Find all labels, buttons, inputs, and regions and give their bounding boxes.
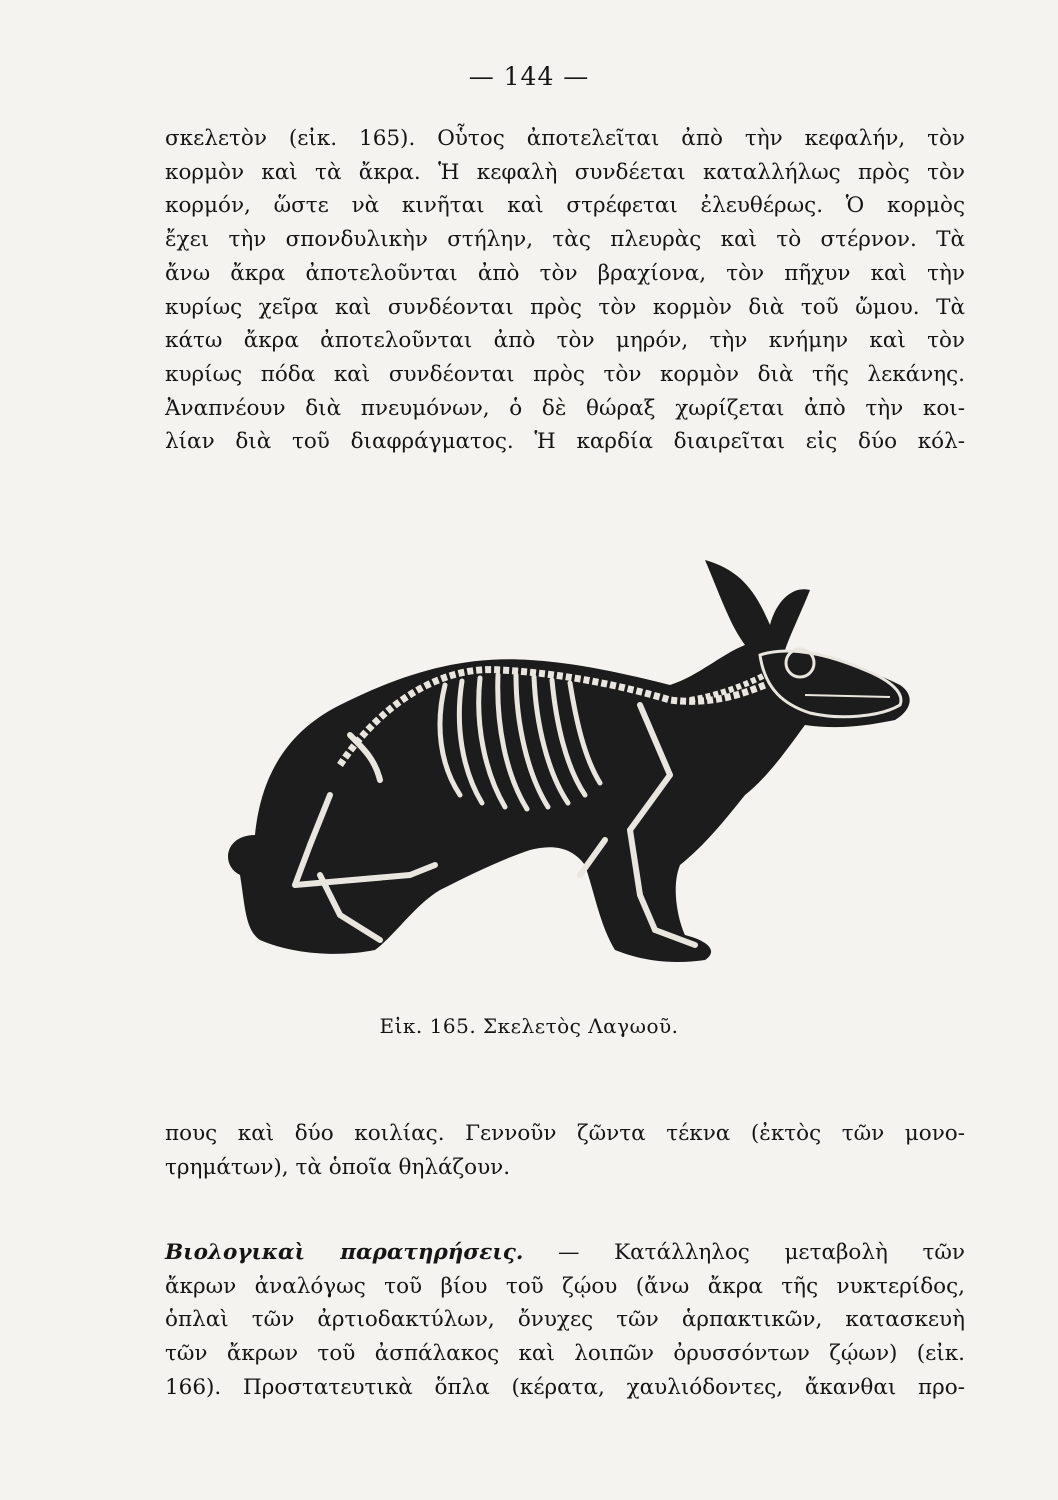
section-heading: Βιολογικαὶ παρατηρήσεις. bbox=[165, 1240, 524, 1265]
text-line: 166). Προστατευτικὰ ὅπλα (κέρατα, χαυλιόδοντες, ἄκανθαι προ- bbox=[165, 1374, 965, 1400]
hare-skeleton-figure bbox=[200, 545, 930, 1000]
text-line: κυρίως χεῖρα καὶ συνδέονται πρὸς τὸν κορμὸν διὰ τοῦ ὤμου. Τὰ bbox=[165, 294, 965, 320]
text-span: — Κατάλληλος μεταβολὴ τῶν bbox=[557, 1240, 965, 1265]
text-line: τῶν ἄκρων τοῦ ἀσπάλακος καὶ λοιπῶν ὀρυσσόντων ζῴων) (εἰκ. bbox=[165, 1341, 965, 1367]
hare-skeleton-illustration bbox=[200, 545, 930, 1000]
text-line: τρημάτων), τὰ ὁποῖα θηλάζουν. bbox=[165, 1154, 511, 1180]
text-line: λίαν διὰ τοῦ διαφράγματος. Ἡ καρδία διαιρεῖται εἰς δύο κόλ- bbox=[165, 429, 965, 455]
text-line: ὁπλαὶ τῶν ἀρτιοδακτύλων, ὄνυχες τῶν ἁρπακτικῶν, κατασκευὴ bbox=[165, 1307, 965, 1333]
body-paragraph-2 bbox=[165, 1117, 965, 1184]
body-paragraph-1 bbox=[165, 122, 965, 459]
text-line: κάτω ἄκρα ἀποτελοῦνται ἀπὸ τὸν μηρόν, τὴν κνήμην καὶ τὸν bbox=[165, 328, 965, 354]
text-line: κορμὸν καὶ τὰ ἄκρα. Ἡ κεφαλὴ συνδέεται καταλλήλως πρὸς τὸν bbox=[165, 159, 965, 185]
text-line: σκελετὸν (εἰκ. 165). Οὗτος ἀποτελεῖται ἀπὸ τὴν κεφαλήν, τὸν bbox=[165, 126, 965, 151]
page-number: — 144 — bbox=[468, 62, 590, 91]
text-line: ἄνω ἄκρα ἀποτελοῦνται ἀπὸ τὸν βραχίονα, τὸν πῆχυν καὶ τὴν bbox=[165, 260, 965, 286]
text-line: ἔχει τὴν σπονδυλικὴν στήλην, τὰς πλευρὰς καὶ τὸ στέρνον. Τὰ bbox=[165, 227, 965, 253]
text-line: ἄκρων ἀναλόγως τοῦ βίου τοῦ ζῴου (ἄνω ἄκρα τῆς νυκτερίδος, bbox=[165, 1273, 965, 1299]
figure-caption: Εἰκ. 165. Σκελετὸς Λαγωοῦ. bbox=[379, 1014, 679, 1038]
text-line: Ἀναπνέουν διὰ πνευμόνων, ὁ δὲ θώραξ χωρίζεται ἀπὸ τὴν κοι- bbox=[165, 395, 965, 421]
text-line: κορμόν, ὥστε νὰ κινῆται καὶ στρέφεται ἐλευθέρως. Ὁ κορμὸς bbox=[165, 193, 965, 219]
text-line: πους καὶ δύο κοιλίας. Γεννοῦν ζῶντα τέκνα (ἐκτὸς τῶν μονο- bbox=[165, 1121, 965, 1146]
text-line bbox=[165, 1236, 965, 1270]
body-paragraph-3 bbox=[165, 1236, 965, 1405]
text-line: κυρίως πόδα καὶ συνδέονται πρὸς τὸν κορμὸν διὰ τῆς λεκάνης. bbox=[165, 361, 965, 387]
